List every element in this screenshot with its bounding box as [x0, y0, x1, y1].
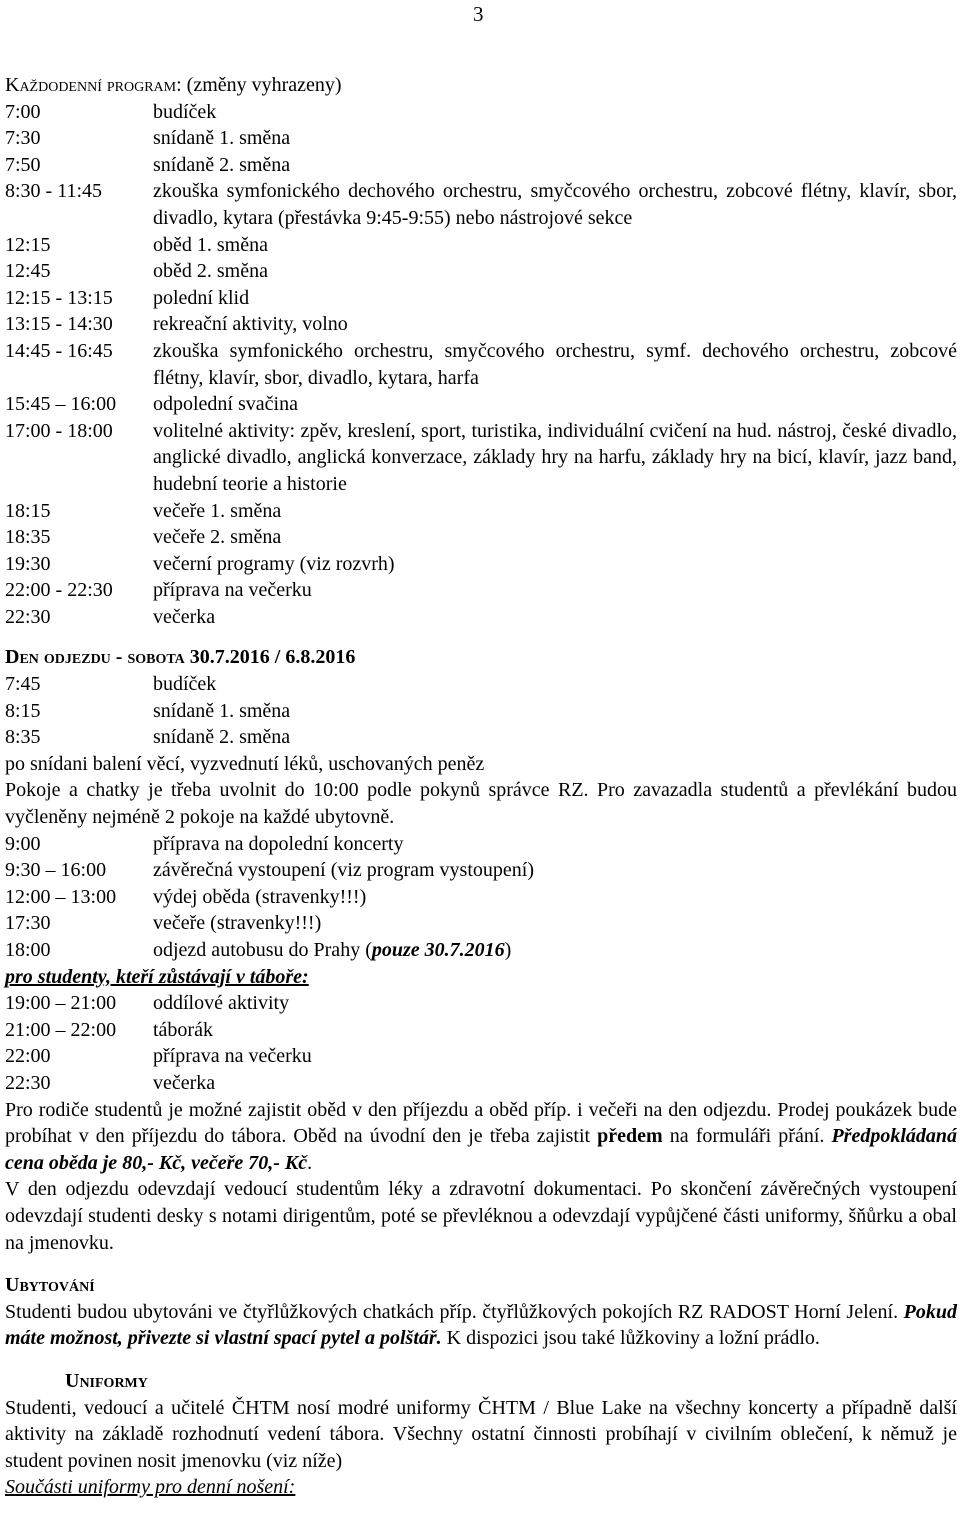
schedule-row	[5, 391, 957, 418]
lodging-heading: Ubytování	[5, 1274, 95, 1297]
schedule-desc: snídaně 1. směna	[153, 127, 291, 150]
schedule-desc: budíček	[153, 673, 217, 696]
schedule-row	[5, 311, 957, 338]
schedule-time: 7:45	[5, 673, 41, 696]
staying-students-heading: pro studenty, kteří zůstávají v táboře:	[5, 965, 309, 988]
daily-program-title	[5, 72, 957, 99]
schedule-desc: večerka	[153, 1071, 216, 1094]
schedule-row	[5, 152, 957, 179]
schedule-time: 18:35	[5, 526, 51, 549]
schedule-row	[5, 604, 957, 631]
schedule-time: 12:45	[5, 260, 51, 283]
schedule-time: 19:30	[5, 552, 51, 575]
daily-schedule	[5, 99, 957, 631]
schedule-desc: výdej oběda (stravenky!!!)	[153, 885, 367, 908]
schedule-row	[5, 99, 957, 126]
schedule-row	[5, 258, 957, 285]
bus-desc: odjezd autobusu do Prahy (	[153, 939, 372, 961]
schedule-row	[5, 178, 957, 231]
schedule-row	[5, 551, 957, 578]
schedule-desc: táborák	[153, 1018, 213, 1041]
schedule-row	[5, 990, 957, 1017]
page-number: 3	[473, 2, 484, 26]
schedule-time: 19:00 – 21:00	[5, 992, 117, 1015]
meals-text-2: na formuláři přání.	[662, 1125, 832, 1148]
lodging-text-a: Studenti budou ubytováni ve čtyřlůžkových chatkách příp. čtyřlůžkových pokojích RZ RADOST Horní Jelení.	[5, 1300, 904, 1323]
schedule-time: 21:00 – 22:00	[5, 1018, 117, 1041]
schedule-time: 9:30 – 16:00	[5, 859, 107, 882]
schedule-desc: snídaně 2. směna	[153, 726, 291, 749]
schedule-row	[5, 857, 957, 884]
schedule-time: 22:30	[5, 605, 51, 628]
schedule-desc: večerní programy (viz rozvrh)	[153, 552, 395, 575]
schedule-row	[5, 125, 957, 152]
meals-bold: předem	[597, 1125, 663, 1148]
schedule-row	[5, 1043, 957, 1070]
daily-program-heading: Každodenní program:	[5, 74, 182, 96]
schedule-desc: snídaně 2. směna	[153, 153, 291, 176]
schedule-desc: večeře (stravenky!!!)	[153, 912, 322, 935]
schedule-time: 7:30	[5, 127, 41, 150]
schedule-row	[5, 671, 957, 698]
schedule-time: 7:50	[5, 153, 41, 176]
uniforms-subheading: Součásti uniformy pro denní nošení:	[5, 1476, 296, 1499]
schedule-row	[5, 338, 957, 391]
schedule-time: 12:15 - 13:15	[5, 286, 113, 309]
schedule-time: 17:00 - 18:00	[5, 419, 113, 442]
schedule-time: 12:00 – 13:00	[5, 885, 117, 908]
schedule-desc: večeře 1. směna	[153, 499, 282, 522]
bus-date-emphasis: pouze 30.7.2016	[371, 939, 505, 961]
schedule-desc: příprava na večerku	[153, 579, 312, 602]
schedule-desc: oběd 2. směna	[153, 260, 268, 283]
schedule-time: 15:45 – 16:00	[5, 393, 117, 416]
departure-heading: Den odjezdu - sobota 30.7.2016 / 6.8.2016	[5, 646, 356, 669]
schedule-time: 22:00	[5, 1045, 51, 1068]
schedule-time: 9:00	[5, 832, 41, 855]
schedule-row-bus	[5, 937, 957, 964]
schedule-time: 18:15	[5, 499, 51, 522]
departure-schedule-day	[5, 831, 957, 937]
schedule-row	[5, 831, 957, 858]
schedule-desc: večerka	[153, 605, 216, 628]
schedule-desc: zkouška symfonického orchestru, smyčcového orchestru, symf. dechového orchestru, zobcové flétny, klavír, sbor, divadlo, kytara, harfa	[153, 339, 957, 389]
schedule-time: 22:30	[5, 1071, 51, 1094]
schedule-row	[5, 498, 957, 525]
lodging-text	[5, 1299, 957, 1352]
schedule-row	[5, 724, 957, 751]
schedule-desc: snídaně 1. směna	[153, 699, 291, 722]
uniforms-text: Studenti, vedoucí a učitelé ČHTM nosí modré uniformy ČHTM / Blue Lake na všechny koncerty a případně další aktivity na základě rozhodnutí vedení tábora. Všechny ostatní činnosti probíhají v civilním oblečení, k němuž je student povinen nosit jmenovku (viz níže)	[5, 1396, 957, 1472]
schedule-desc: volitelné aktivity: zpěv, kreslení, sport, turistika, individuální cvičení na hud. nástroj, české divadlo, anglické divadlo, anglická konverzace, základy hry na harfu, základy hry na bicí, klavír, jazz band, hudební teorie a historie	[153, 419, 957, 495]
lodging-text-b: K dispozici jsou také lůžkoviny a ložní prádlo.	[441, 1327, 820, 1350]
schedule-desc: večeře 2. směna	[153, 526, 282, 549]
schedule-time: 8:30 - 11:45	[5, 180, 103, 203]
daily-program-note: (změny vyhrazeny)	[186, 74, 342, 96]
bus-desc-end: )	[504, 939, 512, 961]
schedule-time: 13:15 - 14:30	[5, 313, 113, 336]
schedule-time: 7:00	[5, 100, 41, 123]
schedule-desc: zkouška symfonického dechového orchestru, smyčcového orchestru, zobcové flétny, klavír, sbor, divadlo, kytara (přestávka 9:45-9:55) nebo nástrojové sekce	[153, 180, 957, 229]
schedule-time: 8:35	[5, 726, 41, 749]
schedule-row	[5, 884, 957, 911]
departure-para-meals	[5, 1097, 957, 1177]
departure-para-rooms: Pokoje a chatky je třeba uvolnit do 10:00 podle pokynů správce RZ. Pro zavazadla studentů a převlékání budou vyčleněny nejméně 2 pokoje na každé ubytovně.	[5, 779, 957, 829]
schedule-row	[5, 910, 957, 937]
schedule-desc: odpolední svačina	[153, 393, 298, 416]
schedule-time: 12:15	[5, 233, 51, 256]
schedule-row	[5, 698, 957, 725]
lodging-emphasis: Pokud máte možnost, přivezte si vlastní spací pytel a polštář.	[5, 1300, 957, 1350]
schedule-desc: budíček	[153, 100, 217, 123]
schedule-desc: oběd 1. směna	[153, 233, 268, 256]
schedule-time: 8:15	[5, 699, 41, 722]
departure-schedule-morning	[5, 671, 957, 751]
document-page	[5, 0, 957, 1501]
schedule-desc	[153, 937, 957, 964]
departure-para-documents: V den odjezdu odevzdají vedoucí studentům léky a zdravotní dokumentaci. Po skončení závěrečných vystoupení odevzdají studenti desky s notami dirigentům, poté se převléknou a odevzdají vypůjčené části uniformy, šňůrku a obal na jmenovku.	[5, 1178, 957, 1254]
staying-students-schedule	[5, 990, 957, 1096]
schedule-desc: rekreační aktivity, volno	[153, 313, 348, 336]
schedule-row	[5, 232, 957, 259]
schedule-row	[5, 1017, 957, 1044]
schedule-row	[5, 524, 957, 551]
meals-end: .	[307, 1151, 313, 1174]
schedule-desc: oddílové aktivity	[153, 992, 290, 1015]
uniforms-heading: Uniformy	[65, 1369, 148, 1392]
departure-para-packing: po snídani balení věcí, vyzvednutí léků, uschovaných peněz	[5, 752, 485, 775]
meals-price: Předpokládaná cena oběda je 80,- Kč, večeře 70,- Kč	[5, 1125, 957, 1174]
schedule-time: 18:00	[5, 939, 51, 961]
schedule-row	[5, 1070, 957, 1097]
schedule-desc: příprava na dopolední koncerty	[153, 832, 404, 855]
schedule-time: 22:00 - 22:30	[5, 579, 113, 602]
schedule-desc: závěrečná vystoupení (viz program vystoupení)	[153, 859, 534, 882]
schedule-desc: příprava na večerku	[153, 1045, 312, 1068]
schedule-row	[5, 418, 957, 498]
schedule-row	[5, 285, 957, 312]
schedule-time: 14:45 - 16:45	[5, 339, 113, 362]
schedule-desc: polední klid	[153, 286, 250, 309]
schedule-row	[5, 577, 957, 604]
meals-text: Pro rodiče studentů je možné zajistit oběd v den příjezdu a oběd příp. i večeři na den odjezdu. Prodej poukázek bude probíhat v den příjezdu do tábora. Oběd na úvodní den je třeba zajistit	[5, 1098, 957, 1148]
schedule-time: 17:30	[5, 912, 51, 935]
